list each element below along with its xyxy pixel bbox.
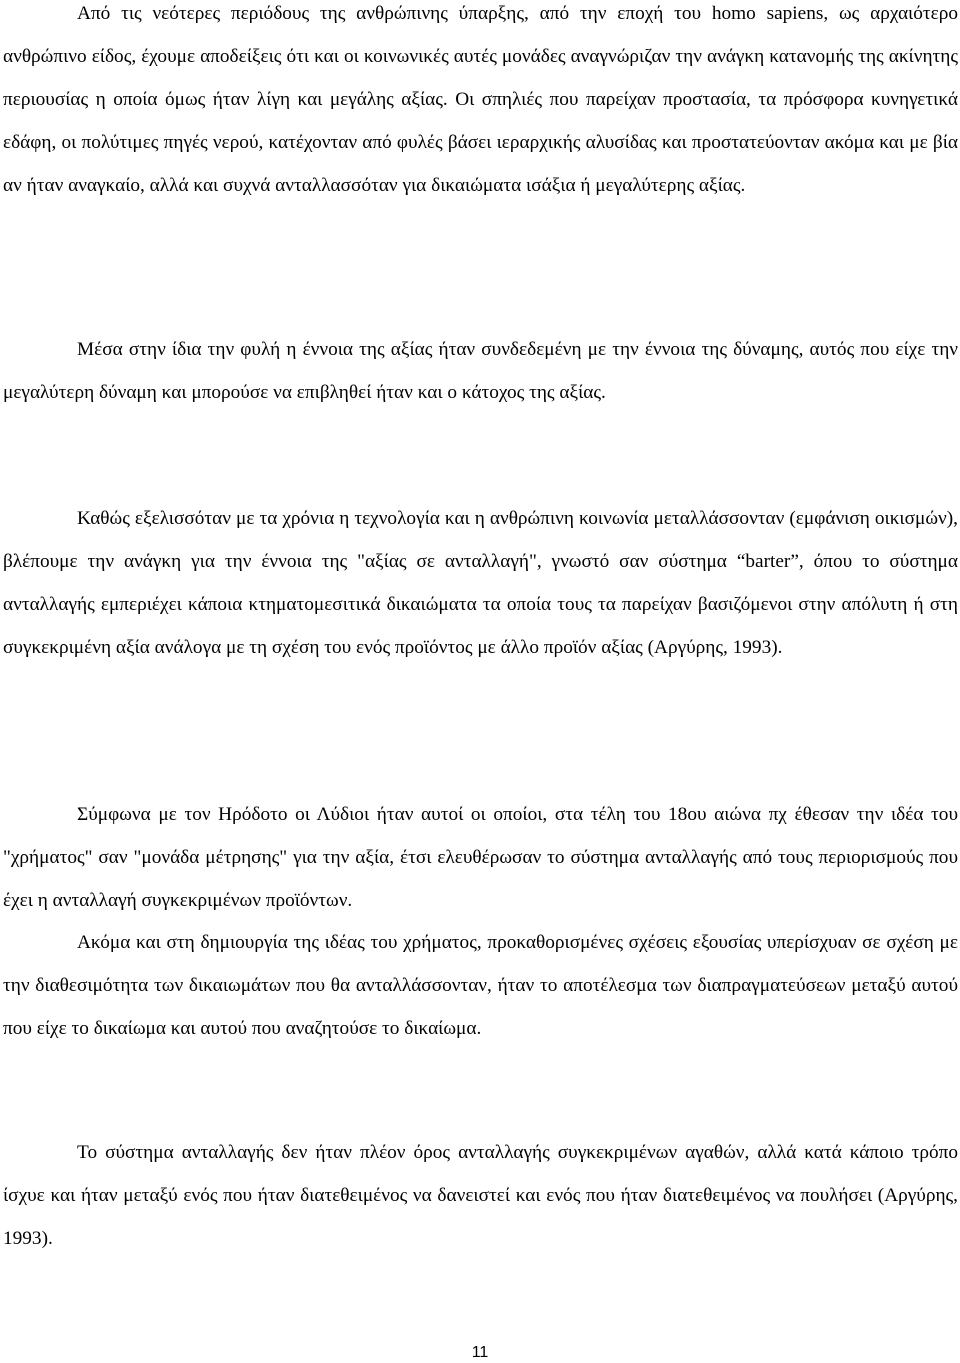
- paragraph-barter-system: [3, 497, 958, 669]
- paragraph-prehistoric-property: [3, 0, 958, 207]
- paragraph-text: Μέσα στην ίδια την φυλή η έννοια της αξίας ήταν συνδεδεμένη με την έννοια της δύναμης, αυτός που είχε την μεγαλύτερη δύναμη και μπορούσε να επιβληθεί ήταν και ο κάτοχος της αξίας.: [3, 339, 958, 403]
- paragraph-lending-selling: [3, 1131, 958, 1260]
- page-number: 11: [471, 1344, 489, 1361]
- paragraph-text: Καθώς εξελισσόταν με τα χρόνια η τεχνολογία και η ανθρώπινη κοινωνία μεταλλάσσονταν (εμφάνιση οικισμών), βλέπουμε την ανάγκη για την έννοια της "αξίας σε ανταλλαγή", γνωστό σαν σύστημα “barter”, όπου το σύστημα ανταλλαγής εμπεριέχει κάποια κτηματομεσιτικά δικαιώματα τα οποία τους τα παρείχαν βασιζόμενοι στην απόλυτη ή στη συγκεκριμένη αξία ανάλογα με τη σχέση του ενός προϊόντος με άλλο προϊόν αξίας (Αργύρης, 1993).: [3, 508, 958, 658]
- paragraph-tribe-value-power: [3, 328, 958, 414]
- paragraph-text: Το σύστημα ανταλλαγής δεν ήταν πλέον όρος ανταλλαγής συγκεκριμένων αγαθών, αλλά κατά κάποιο τρόπο ίσχυε και ήταν μεταξύ ενός που ήταν διατεθειμένος να δανειστεί και ενός που ήταν διατεθειμένος να πουλήσει (Αργύρης, 1993).: [3, 1142, 958, 1249]
- paragraph-text: Από τις νεότερες περιόδους της ανθρώπινης ύπαρξης, από την εποχή του homo sapiens, ως αρχαιότερο ανθρώπινο είδος, έχουμε αποδείξεις ότι και οι κοινωνικές αυτές μονάδες αναγνώριζαν την ανάγκη κατανομής της ακίνητης περιουσίας η οποία όμως ήταν λίγη και μεγάλης αξίας. Οι σπηλιές που παρείχαν προστασία, τα πρόσφορα κυνηγετικά εδάφη, οι πολύτιμες πηγές νερού, κατέχονταν από φυλές βάσει ιεραρχικής αλυσίδας και προστατεύονταν ακόμα και με βία αν ήταν αναγκαίο, αλλά και συχνά ανταλλασσόταν για δικαιώματα ισάξια ή μεγαλύτερης αξίας.: [3, 3, 958, 196]
- paragraph-text: Σύμφωνα με τον Ηρόδοτο οι Λύδιοι ήταν αυτοί οι οποίοι, στα τέλη του 18ου αιώνα πχ έθεσαν την ιδέα του "χρήματος" σαν "μονάδα μέτρησης" για την αξία, έτσι ελευθέρωσαν το σύστημα ανταλλαγής από τους περιορισμούς που έχει η ανταλλαγή συγκεκριμένων προϊόντων.: [3, 804, 958, 911]
- paragraph-text: Ακόμα και στη δημιουργία της ιδέας του χρήματος, προκαθορισμένες σχέσεις εξουσίας υπερίσχυαν σε σχέση με την διαθεσιμότητα των δικαιωμάτων που θα ανταλλάσσονταν, ήταν το αποτέλεσμα των διαπραγματεύσεων μεταξύ αυτού που είχε το δικαίωμα και αυτού που αναζητούσε το δικαίωμα.: [3, 932, 958, 1039]
- paragraph-lydians-money: [3, 793, 958, 922]
- paragraph-power-relations: [3, 921, 958, 1050]
